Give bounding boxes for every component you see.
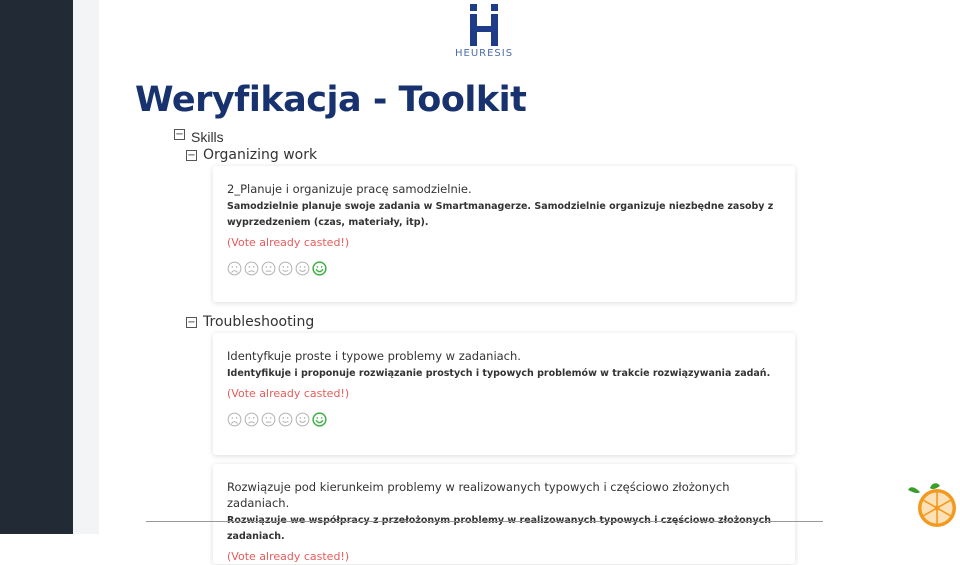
- orange-logo: [906, 480, 960, 533]
- tree-node-label: Skills: [191, 129, 224, 145]
- question-description: zadaniach.: [227, 531, 285, 542]
- question-title: 2_Planuje i organizuje pracę samodzielnie.: [227, 182, 472, 196]
- collapse-icon[interactable]: −: [187, 316, 196, 328]
- collapse-icon[interactable]: −: [175, 129, 184, 140]
- question-description: Samodzielnie planuje swoje zadania w Smartmanagerze. Samodzielnie organizuje niezbędne zasoby z wyprzedzeniem (czas, materiały, itp).: [227, 201, 774, 228]
- vote-status: (Vote already casted!): [227, 550, 350, 563]
- question-description: Identyfikuje i proponuje rozwiązanie prostych i typowych problemów w trakcie rozwiązywania zadań.: [227, 368, 771, 379]
- page-title: Weryfikacja - Toolkit: [135, 80, 527, 120]
- question-title: Rozwiązuje pod kierunkeim problemy w realizowanych typowych i częściowo złożonych zadaniach.: [227, 480, 730, 510]
- section-label: Troubleshooting: [203, 314, 315, 330]
- question-title: Identyfkuje proste i typowe problemy w zadaniach.: [227, 349, 521, 363]
- divider: [146, 521, 823, 522]
- collapse-icon[interactable]: −: [187, 149, 196, 161]
- question-card: [213, 464, 795, 564]
- logo-text: HEURESIS: [455, 48, 514, 59]
- section-label: Organizing work: [203, 147, 318, 163]
- vote-status: (Vote already casted!): [227, 387, 350, 400]
- orange-slice-icon: [906, 480, 960, 528]
- vote-status: (Vote already casted!): [227, 236, 350, 249]
